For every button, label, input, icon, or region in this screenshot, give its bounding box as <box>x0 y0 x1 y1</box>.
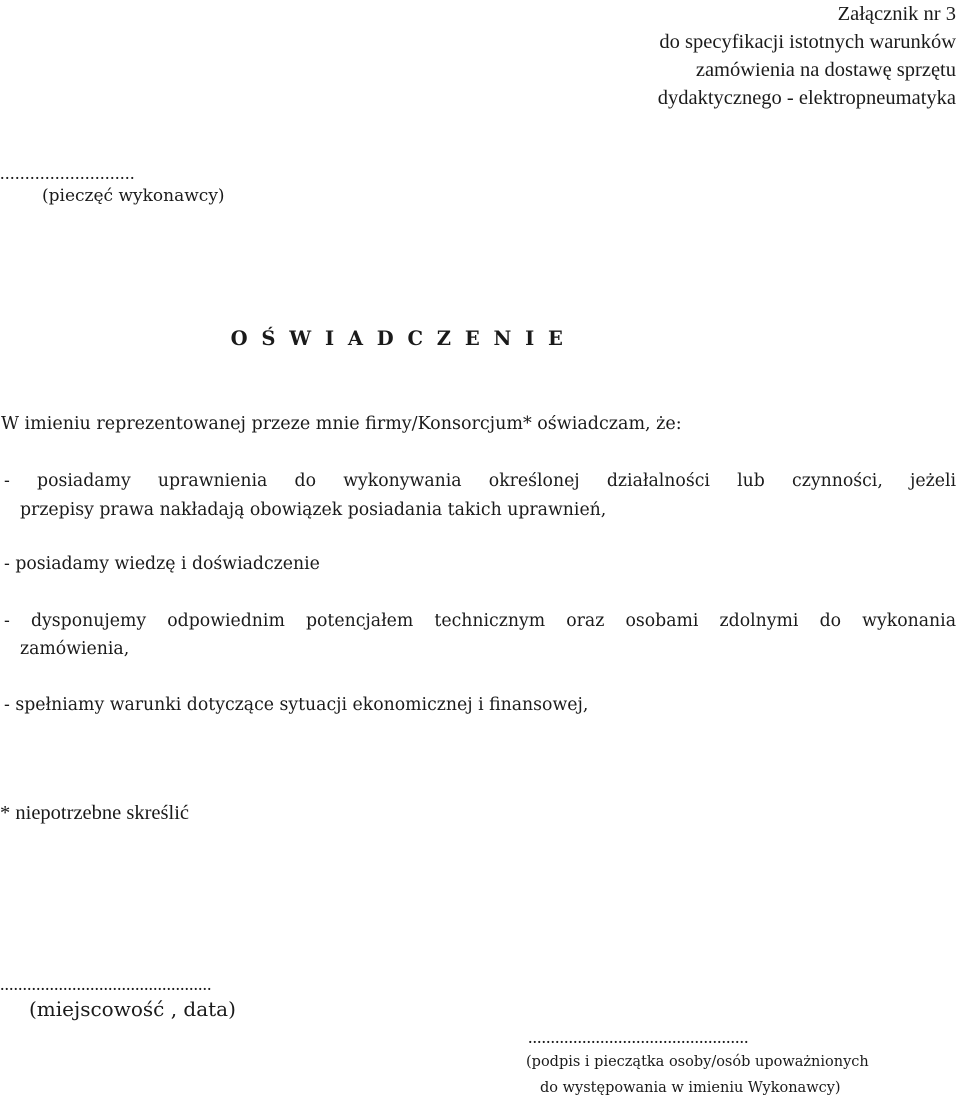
header-line: dydaktycznego - elektropneumatyka <box>657 87 956 109</box>
signature-dots: ................................................. <box>528 1027 749 1047</box>
attachment-header <box>536 0 956 112</box>
stamp-dots: ........................... <box>0 163 135 183</box>
footnote: * niepotrzebne skreślić <box>0 802 189 824</box>
intro-statement: W imieniu reprezentowanej przeze mnie firmy/Konsorcjum* oświadczam, że: <box>1 414 682 434</box>
signature-label-line2: do występowania w imieniu Wykonawcy) <box>540 1080 841 1096</box>
list-item-technical-line2: zamówienia, <box>20 639 130 659</box>
signature-label-line1: (podpis i pieczątka osoby/osób upoważnionych <box>526 1054 869 1070</box>
header-line: Załącznik nr 3 <box>837 3 956 25</box>
list-item-technical-line1: - dysponujemy odpowiednim potencjałem technicznym oraz osobami zdolnymi do wykonania <box>4 611 956 631</box>
list-item-permissions-line2: przepisy prawa nakładają obowiązek posiadania takich uprawnień, <box>20 500 607 520</box>
list-item-financial: - spełniamy warunki dotyczące sytuacji ekonomicznej i finansowej, <box>4 695 589 715</box>
place-dots: ............................................... <box>0 974 212 994</box>
place-date-label: (miejscowość , data) <box>29 997 236 1021</box>
document-title: O Ś W I A D C Z E N I E <box>230 327 567 350</box>
header-line: do specyfikacji istotnych warunków <box>659 31 956 53</box>
stamp-label: (pieczęć wykonawcy) <box>42 186 225 206</box>
list-item-knowledge: - posiadamy wiedzę i doświadczenie <box>4 554 320 574</box>
list-item-permissions-line1: - posiadamy uprawnienia do wykonywania określonej działalności lub czynności, jeżeli <box>4 471 956 491</box>
header-line: zamówienia na dostawę sprzętu <box>695 59 956 81</box>
